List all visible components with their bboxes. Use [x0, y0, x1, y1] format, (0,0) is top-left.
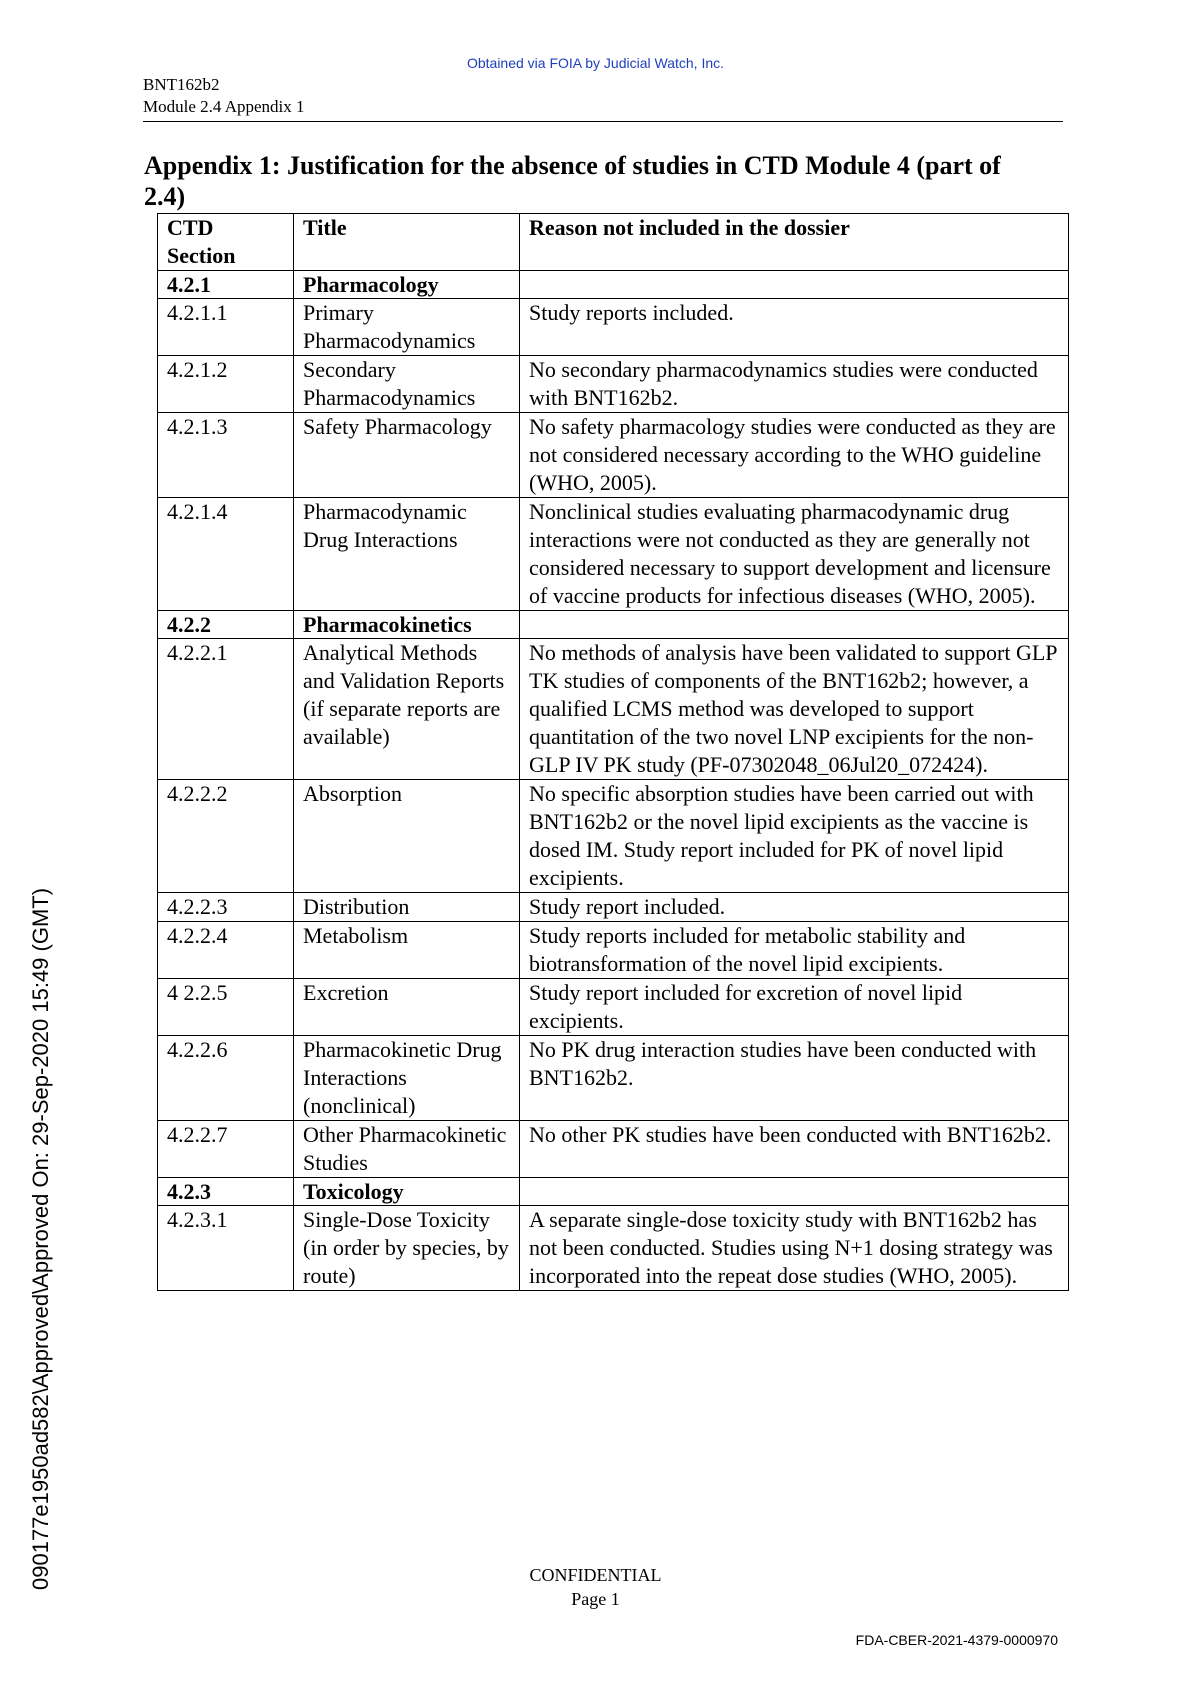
page-footer: [0, 1563, 1191, 1611]
cell-title: Pharmacodynamic Drug Interactions: [294, 498, 520, 611]
table-body: [158, 271, 1069, 1291]
cell-ctd-section: 4.2.1: [158, 271, 294, 299]
table-section-row: [158, 611, 1069, 639]
cell-reason: No other PK studies have been conducted with BNT162b2.: [520, 1121, 1069, 1178]
table-row: [158, 498, 1069, 611]
page-number: Page 1: [571, 1589, 620, 1609]
cell-title: Secondary Pharmacodynamics: [294, 356, 520, 413]
table-section-row: [158, 271, 1069, 299]
cell-reason: No PK drug interaction studies have been conducted with BNT162b2.: [520, 1036, 1069, 1121]
table-header-row: [158, 214, 1069, 271]
table-row: [158, 780, 1069, 893]
table-row: [158, 922, 1069, 979]
cell-title: Pharmacology: [294, 271, 520, 299]
cell-reason: Nonclinical studies evaluating pharmacodynamic drug interactions were not conducted as they are generally not considered necessary to support development and licensure of vaccine products for infectious diseases (WHO, 2005).: [520, 498, 1069, 611]
table-row: [158, 413, 1069, 498]
cell-title: Single-Dose Toxicity (in order by species, by route): [294, 1206, 520, 1291]
column-header-title: Title: [294, 214, 520, 271]
cell-reason: A separate single-dose toxicity study with BNT162b2 has not been conducted. Studies using N+1 dosing strategy was incorporated into the repeat dose studies (WHO, 2005).: [520, 1206, 1069, 1291]
cell-title: Metabolism: [294, 922, 520, 979]
cell-ctd-section: 4.2.2.6: [158, 1036, 294, 1121]
table-row: [158, 979, 1069, 1036]
table-section-row: [158, 1178, 1069, 1206]
cell-reason: No specific absorption studies have been carried out with BNT162b2 or the novel lipid excipients as the vaccine is dosed IM. Study report included for PK of novel lipid excipients.: [520, 780, 1069, 893]
cell-title: Absorption: [294, 780, 520, 893]
cell-title: Other Pharmacokinetic Studies: [294, 1121, 520, 1178]
table-row: [158, 893, 1069, 922]
cell-ctd-section: 4.2.1.2: [158, 356, 294, 413]
cell-ctd-section: 4.2.2.2: [158, 780, 294, 893]
cell-reason: Study reports included.: [520, 299, 1069, 356]
cell-reason: Study report included.: [520, 893, 1069, 922]
cell-title: Toxicology: [294, 1178, 520, 1206]
cell-ctd-section: 4.2.2.7: [158, 1121, 294, 1178]
cell-ctd-section: 4.2.1.4: [158, 498, 294, 611]
cell-title: Excretion: [294, 979, 520, 1036]
cell-reason: Study reports included for metabolic stability and biotransformation of the novel lipid excipients.: [520, 922, 1069, 979]
cell-ctd-section: 4.2.2.4: [158, 922, 294, 979]
cell-title: Pharmacokinetic Drug Interactions (nonclinical): [294, 1036, 520, 1121]
cell-title: Safety Pharmacology: [294, 413, 520, 498]
foia-watermark: Obtained via FOIA by Judicial Watch, Inc.: [466, 55, 725, 71]
cell-ctd-section: 4.2.1.3: [158, 413, 294, 498]
cell-reason: [520, 1178, 1069, 1206]
approval-stamp: 090177e1950ad582\Approved\Approved On: 29-Sep-2020 15:49 (GMT): [28, 887, 53, 1590]
cell-ctd-section: 4.2.1.1: [158, 299, 294, 356]
cell-ctd-section: 4 2.2.5: [158, 979, 294, 1036]
cell-reason: Study report included for excretion of novel lipid excipients.: [520, 979, 1069, 1036]
cell-reason: No secondary pharmacodynamics studies were conducted with BNT162b2.: [520, 356, 1069, 413]
column-header-reason: Reason not included in the dossier: [520, 214, 1069, 271]
cell-title: Primary Pharmacodynamics: [294, 299, 520, 356]
table-row: [158, 1036, 1069, 1121]
table-row: [158, 1121, 1069, 1178]
ctd-justification-table: [157, 213, 1069, 1291]
cell-reason: [520, 611, 1069, 639]
cell-ctd-section: 4.2.3.1: [158, 1206, 294, 1291]
appendix-title: Appendix 1: Justification for the absence of studies in CTD Module 4 (part of 2.4): [144, 151, 1001, 211]
cell-reason: No safety pharmacology studies were conducted as they are not considered necessary according to the WHO guideline (WHO, 2005).: [520, 413, 1069, 498]
confidential-label: CONFIDENTIAL: [529, 1565, 662, 1585]
bates-number: FDA-CBER-2021-4379-0000970: [855, 1632, 1058, 1648]
cell-reason: No methods of analysis have been validated to support GLP TK studies of components of the BNT162b2; however, a qualified LCMS method was developed to support quantitation of the two novel LNP excipients for the non-GLP IV PK study (PF-07302048_06Jul20_072424).: [520, 639, 1069, 780]
table-row: [158, 299, 1069, 356]
header-product: BNT162b2: [143, 75, 220, 94]
cell-ctd-section: 4.2.2.3: [158, 893, 294, 922]
table-row: [158, 639, 1069, 780]
table-row: [158, 1206, 1069, 1291]
table-row: [158, 356, 1069, 413]
cell-ctd-section: 4.2.2: [158, 611, 294, 639]
cell-title: Analytical Methods and Validation Reports (if separate reports are available): [294, 639, 520, 780]
column-header-ctd-section: CTD Section: [158, 214, 294, 271]
header-module: Module 2.4 Appendix 1: [143, 97, 305, 116]
page-header: [143, 74, 1063, 122]
cell-reason: [520, 271, 1069, 299]
cell-title: Distribution: [294, 893, 520, 922]
cell-ctd-section: 4.2.2.1: [158, 639, 294, 780]
cell-ctd-section: 4.2.3: [158, 1178, 294, 1206]
cell-title: Pharmacokinetics: [294, 611, 520, 639]
